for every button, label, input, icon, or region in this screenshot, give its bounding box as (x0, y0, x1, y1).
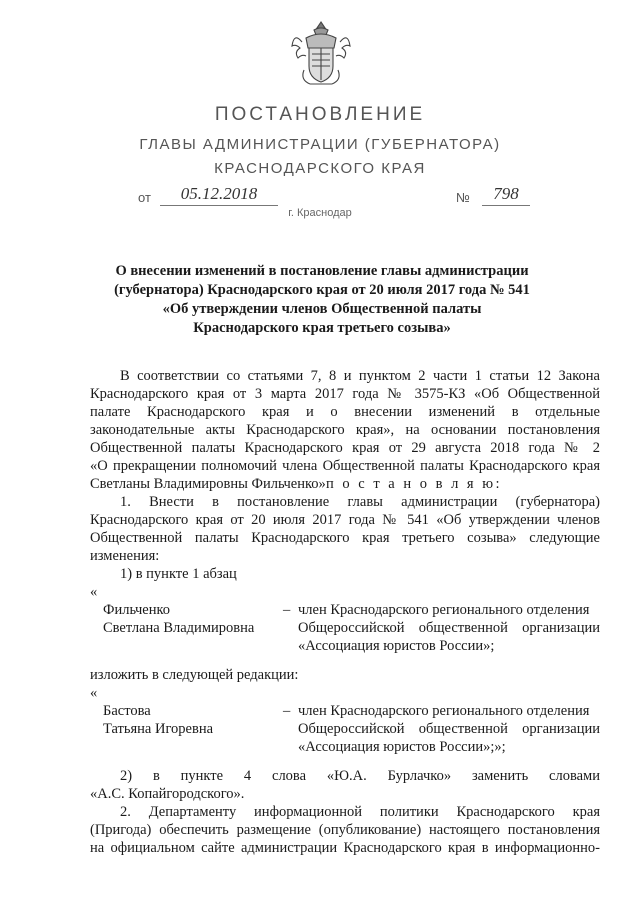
number-value: 798 (482, 184, 530, 206)
number-label: № (456, 190, 470, 205)
member-role-line: член Краснодарского регионального отделения (298, 602, 590, 618)
heading-line: О внесении изменений в постановление главы администрации (115, 263, 529, 279)
member-role-line: Общероссийской общественной организации (298, 620, 600, 636)
member-name: Татьяна Игоревна (103, 721, 214, 737)
body-line: (Пригода) обеспечить размещение (опубликование) настоящего постановления (90, 822, 600, 838)
body-line: Светланы Владимировны Фильченко» (90, 476, 326, 492)
body-line: палате Краснодарского края и о внесении изменений в отдельные (90, 404, 600, 420)
body-line: Краснодарского края от 3 марта 2017 года № 3575-КЗ «Об Общественной (90, 386, 600, 402)
body-line: 1. Внести в постановление главы администрации (губернатора) (120, 494, 600, 510)
document-title: ПОСТАНОВЛЕНИЕ (214, 104, 426, 125)
city-label: г. Краснодар (288, 207, 352, 219)
heading-line: «Об утверждении членов Общественной палаты (162, 301, 482, 317)
body-line: изложить в следующей редакции: (90, 667, 299, 683)
body-line: Общественной палаты Краснодарского края третьего созыва» следующие (90, 530, 600, 546)
document-heading (90, 262, 554, 338)
coat-of-arms-emblem (290, 18, 352, 92)
issuer-line-2: КРАСНОДАРСКОГО КРАЯ (214, 160, 426, 177)
dash: – (283, 703, 291, 719)
date-value: 05.12.2018 (160, 184, 278, 206)
member-surname: Фильченко (103, 602, 171, 618)
body-line: 2. Департаменту информационной политики Краснодарского края (120, 804, 600, 820)
quote-mark: « (90, 685, 98, 701)
body-line: Общественной палаты Краснодарского края от 29 августа 2018 года № 2 (90, 440, 600, 456)
body-line: «О прекращении полномочий члена Общественной палаты Краснодарского края (90, 458, 600, 474)
quote-mark: « (90, 584, 98, 600)
body-line: 1) в пункте 1 абзац (120, 566, 237, 582)
member-name: Светлана Владимировна (103, 620, 255, 636)
member-role-line: Общероссийской общественной организации (298, 721, 600, 737)
dash: – (283, 602, 291, 618)
decree-word: п о с т а н о в л я ю: (326, 476, 503, 492)
member-surname: Бастова (103, 703, 151, 719)
heading-line: (губернатора) Краснодарского края от 20 июля 2017 года № 541 (114, 282, 530, 298)
body-line: Краснодарского края от 20 июля 2017 года № 541 «Об утверждении членов (90, 512, 600, 528)
member-role-line: «Ассоциация юристов России»;»; (298, 739, 506, 755)
member-role-line: член Краснодарского регионального отделения (298, 703, 590, 719)
body-line: законодательные акты Краснодарского края», на основании постановления (90, 422, 600, 438)
date-label: от (138, 190, 151, 205)
heading-line: Краснодарского края третьего созыва» (193, 320, 451, 336)
member-role-line: «Ассоциация юристов России»; (298, 638, 495, 654)
body-line: В соответствии со статьями 7, 8 и пунктом 2 части 1 статьи 12 Закона (120, 368, 600, 384)
body-line: 2) в пункте 4 слова «Ю.А. Бурлачко» заменить словами (120, 768, 600, 784)
body-line: изменения: (90, 548, 160, 564)
body-line: на официальном сайте администрации Краснодарского края в информационно- (90, 840, 600, 856)
issuer-line-1: ГЛАВЫ АДМИНИСТРАЦИИ (ГУБЕРНАТОРА) (139, 136, 501, 153)
body-line: «А.С. Копайгородского». (90, 786, 245, 802)
